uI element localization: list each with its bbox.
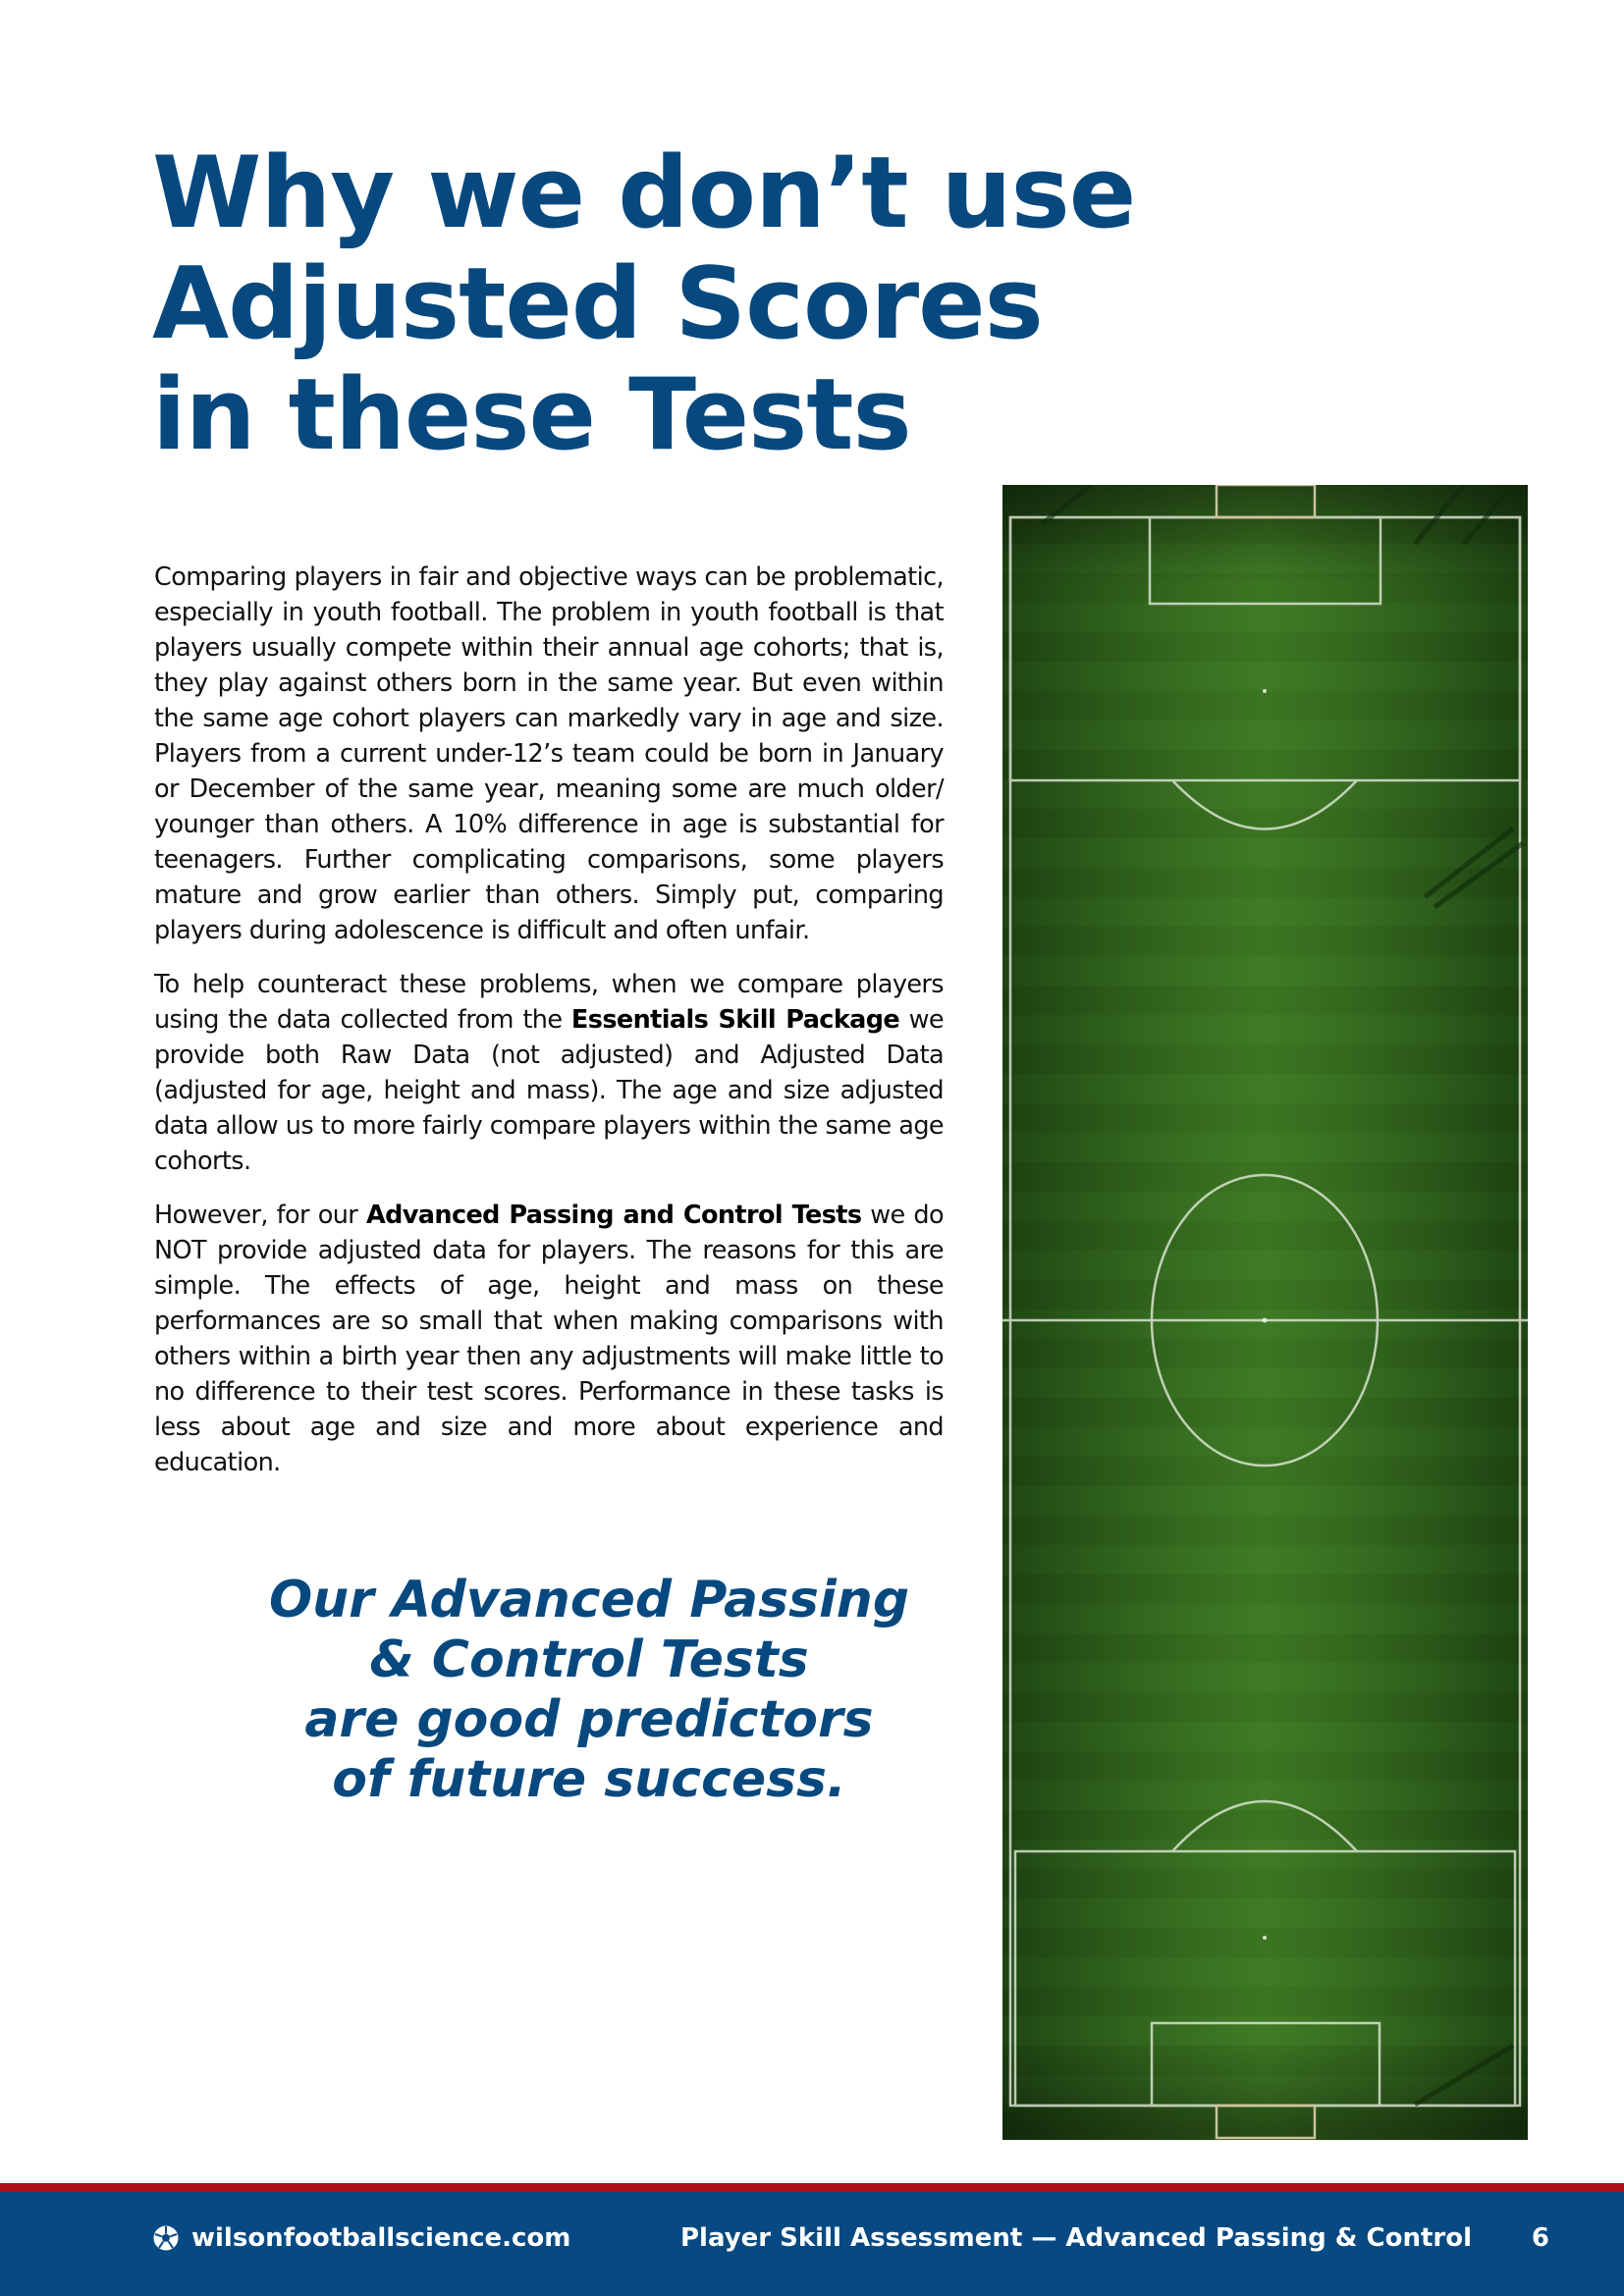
website-url: wilsonfootballscience.com [191,2223,571,2253]
paragraph-3-text-cont: we do NOT provide adjusted data for players. The reasons for this are simple. The effects of age, height and mass on these performances are so small that when making comparisons with others within a birth year then any adjustments will make little to no difference to their test scores. Performance in these tasks is less about age and size and more about experience and education. [154,1201,944,1477]
paragraph-2-text: To help counteract these problems, when we compare players using the data collected from the [154,970,944,1035]
quote-line-4: of future success. [332,1750,846,1809]
quote-line-3: are good predictors [304,1690,874,1749]
pull-quote [196,1571,982,1810]
page-footer [0,2192,1624,2296]
essentials-skill-package-bold: Essentials Skill Package [570,1005,900,1035]
football-icon [152,2224,180,2252]
paragraph-2 [154,967,944,1179]
title-line-3: in these Tests [152,356,911,472]
page-number: 6 [1531,2223,1549,2253]
paragraph-2-text-cont: we provide both Raw Data (not adjusted) and Adjusted Data (adjusted for age, height and mass). The age and size adjusted data allow us to more fairly compare players within the same age cohorts. [154,1005,944,1176]
paragraph-1: Comparing players in fair and objective ways can be problematic, especially in youth football. The problem in youth football is that players usually compete within their annual age cohorts; that is, they play against others born in the same year. But even within the same age cohort players can markedly vary in age and size. Players from a current under-12’s team could be born in January or December of the same year, meaning some are much older/ younger than others. A 10% difference in age is substantial for teenagers. Further complicating comparisons, some players mature and grow earlier than others. Simply put, comparing players during adolescence is difficult and often unfair. [154,562,944,945]
title-line-1: Why we don’t use [152,134,1136,250]
advanced-tests-bold: Advanced Passing and Control Tests [365,1201,862,1230]
quote-line-1: Our Advanced Passing [268,1571,910,1629]
football-pitch-image [1002,485,1528,2140]
body-text [154,560,944,1499]
footer-website[interactable] [152,2223,570,2253]
quote-line-2: & Control Tests [369,1630,809,1689]
paragraph-3-text: However, for our [154,1201,366,1230]
title-line-2: Adjusted Scores [152,245,1043,361]
page-title [152,134,1136,472]
paragraph-3 [154,1198,944,1480]
footer-document-title: Player Skill Assessment — Advanced Passing & Control [680,2223,1472,2253]
football-pitch-aerial-icon [1002,485,1528,2140]
footer-accent-bar [0,2183,1624,2192]
